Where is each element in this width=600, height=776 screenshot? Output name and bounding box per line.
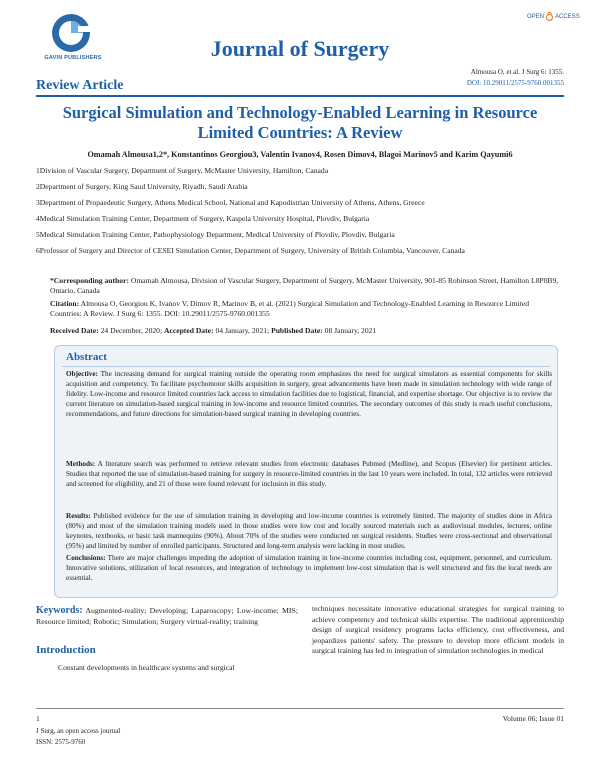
affiliation-4: 4Medical Simulation Training Center, Department of Surgery, Kaspela University Hospital, Plovdiv, Bulgaria — [36, 214, 370, 223]
journal-title: Journal of Surgery — [210, 36, 390, 61]
affiliation-3: 3Department of Propaedeutic Surgery, Athens Medical School, National and Kapodistrian University of Athens, Athens, Greece — [36, 198, 425, 207]
abstract-results: Results: Published evidence for the use of simulation training in developing and low-income countries is extremely limited. The majority of studies done in Africa (80%) and most of the simulation training models used in those studies were low cost and locally sourced materials such as audiovisual modules, lectures, online keynotes, textbooks, or basic task mannequins (90%). About 70% of the studies were conducted on surgical residents. Studies were cross-sectional and observational (95%) and limited by number of enrolled participants. Structured and long-term analysis were lacking in most studies. — [66, 512, 552, 550]
corresponding-author: *Corresponding author: Omamah Almousa, Division of Vascular Surgery, Department of Surgery, McMaster University, 901-85 Robinson Street, Hamilton L8P0B9, Ontario, Canada — [50, 276, 559, 295]
abstract-conclusions: Conclusions: There are major challenges impeding the adoption of simulation training in low-income countries including cost, equipment, personnel, and curriculum. Innovative solutions, utilization of local resources, and integration of technology to implement low-cost simulation that is well structured and fits the local needs are essential. — [66, 554, 552, 582]
abstract-divider — [62, 366, 550, 367]
publication-dates: Received Date: 24 December, 2020; Accepted Date: 04 January, 2021; Published Date: 08 January, 2021 — [50, 326, 377, 335]
affiliation-5: 5Medical Simulation Training Center, Pathophysiology Department, Medical University of Plovdiv, Plovdiv, Bulgaria — [36, 230, 395, 239]
right-column-paragraph: techniques necessitate innovative educational strategies for surgical training to achieve competency and technical skills expertise. The traditional apprenticeship design of surgical residency programs lacks efficiency, cost effectiveness, and jeopardizes patients' safety. The pressure to develop more efficient models in surgical training has led to integration of simulation technologies in medical — [312, 604, 564, 655]
open-lock-icon — [545, 12, 554, 21]
affiliation-1: 1Division of Vascular Surgery, Department of Surgery, McMaster University, Hamilton, Canada — [36, 166, 329, 175]
doi-link[interactable]: DOI: 10.29011/2575-9760.001355 — [466, 79, 564, 87]
page-number: 1 — [36, 714, 40, 723]
abstract-methods: Methods: A literature search was performed to retrieve relevant studies from electronic databases Pubmed (Medline), and Scopus (Elsevier) for pertinent articles. Studies that reported the use of simulation-based training for surgery in resource-limited countries in the last 10 years were included. In total, 132 articles were retrieved and screened for eligibility, and 21 of those were found relevant for inclusion in this study. — [66, 460, 552, 488]
open-access-badge: OPEN ACCESS — [527, 13, 580, 20]
citation-short: Almousa O, et al. J Surg 6: 1355. — [470, 68, 564, 76]
affiliation-6: 6Professor of Surgery and Director of CESEI Simulation Center, Department of Surgery, University of British Columbia, Vancouver, Canada — [36, 246, 465, 255]
citation-block: Citation: Almousa O, Georgiou K, Ivanov V, Dimov R, Marinov B, et al. (2021) Surgical Simulation and Technology-Enabled Learning in Resource Limited Countries: A Review. J Surg 6: 1355. DOI: 10.29011/2575-9760.001355 — [50, 299, 529, 318]
introduction-paragraph: Constant developments in healthcare systems and surgical — [58, 663, 235, 672]
issn: ISSN: 2575-9760 — [36, 738, 86, 746]
author-list: Omamah Almousa1,2*, Konstantinos Georgiou3, Valentin Ivanov4, Rosen Dimov4, Blagoi Marinov5 and Karim Qayumi6 — [87, 150, 513, 159]
article-type: Review Article — [36, 78, 124, 93]
publisher-name: GAVIN PUBLISHERS — [44, 55, 102, 61]
introduction-heading: Introduction — [36, 644, 96, 656]
abstract-heading: Abstract — [66, 351, 107, 363]
footer-divider — [36, 708, 564, 709]
journal-footer: J Surg, an open access journal — [36, 727, 121, 735]
abstract-objective: Objective: The increasing demand for surgical training outside the operating room emphasizes the need for surgical simulators as essential components for skills acquisition and competency. To facilitate psychomotor skills acquisition in surgery, great advancements have been made in simulation technology with wide range of fidelity. Low-income and resource limited countries lack access to simulation facilities due to logistical, financial, and expertise shortage. Our objective is to review the current literature on simulation-based surgical training in low-income and resource limited countries. The secondary outcomes of this study is reach useful conclusions, recommendations, and future directions for simulation-based surgical training in developing countries. — [66, 370, 552, 418]
keywords: Keywords: Augmented-reality; Developing; Laparoscopy; Low-income; MIS; Resource limited; Robotic; Simulation; Surgery virtual-reality; training — [36, 605, 298, 626]
paper-title: Surgical Simulation and Technology-Enabled Learning in Resource Limited Countries: A Review — [62, 103, 538, 142]
volume-issue: Volume 06; Issue 01 — [502, 714, 564, 723]
affiliation-2: 2Department of Surgery, King Saud University, Riyadh, Saudi Arabia — [36, 182, 248, 191]
header-divider — [36, 95, 564, 97]
